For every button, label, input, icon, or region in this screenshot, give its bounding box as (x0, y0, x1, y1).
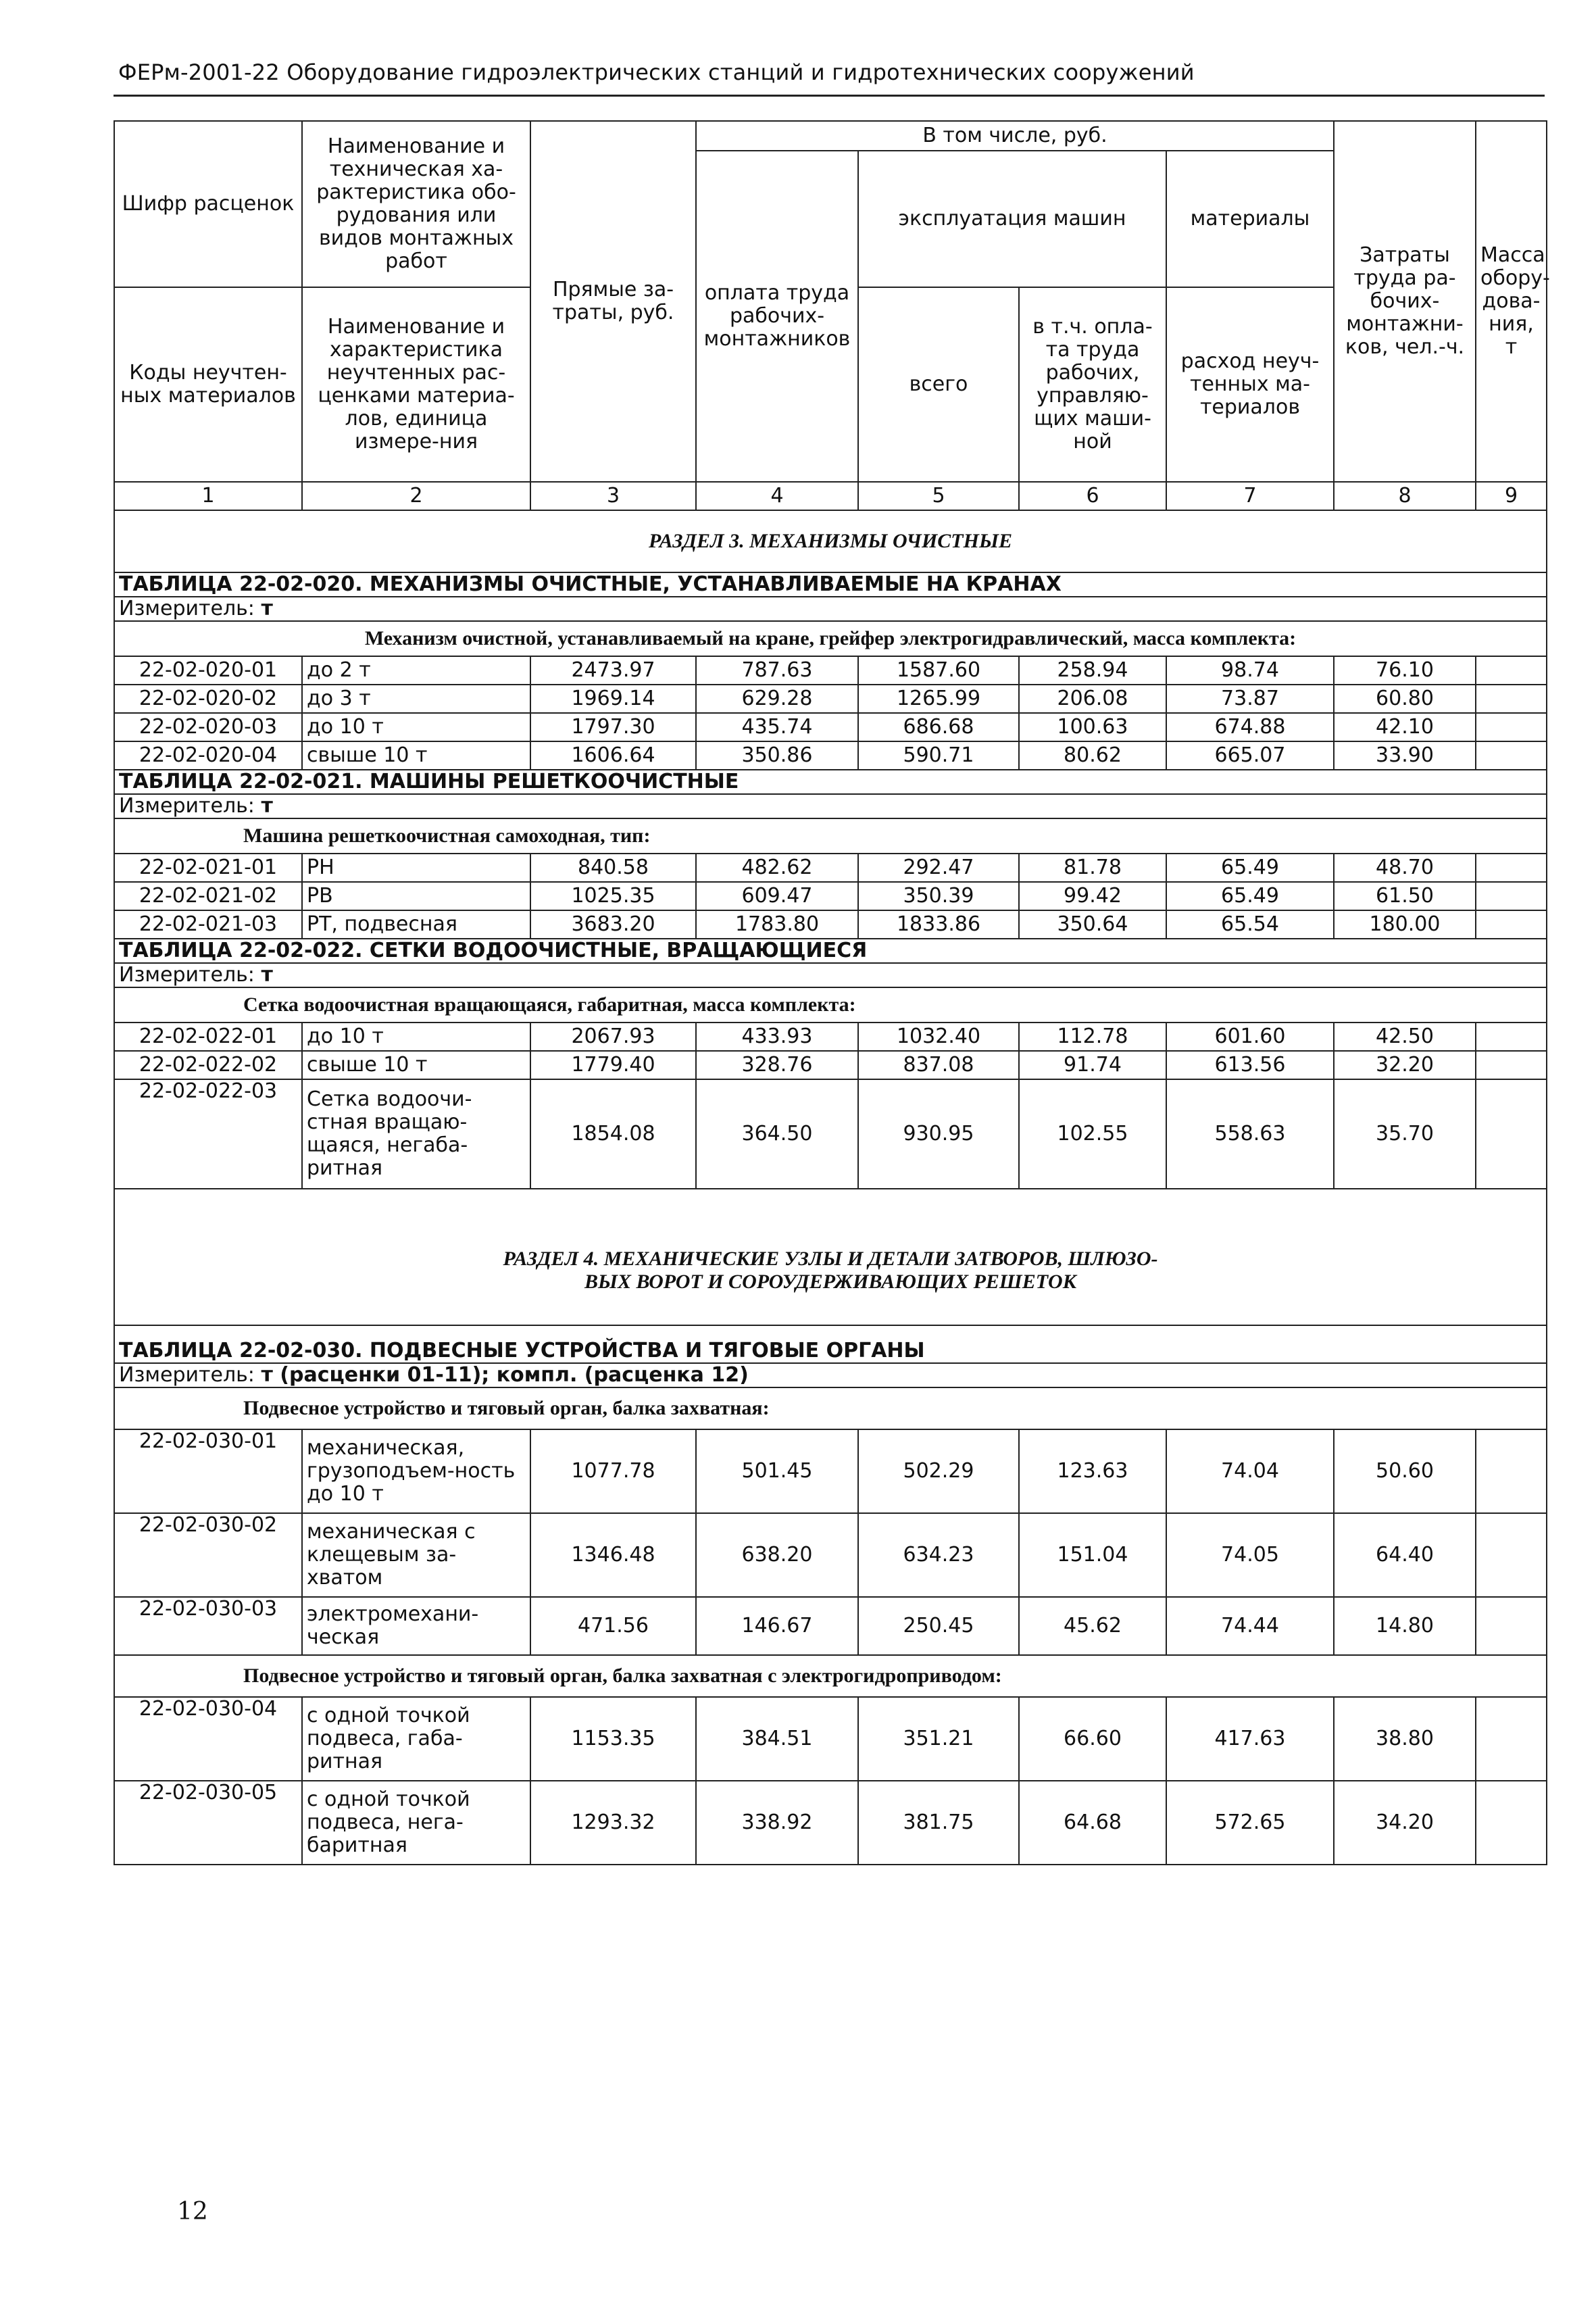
header-rule (114, 95, 1545, 97)
materials: 665.07 (1166, 741, 1334, 770)
machines-total: 250.45 (858, 1597, 1019, 1655)
rate-name: механическая, грузоподъем-ность до 10 т (302, 1429, 530, 1513)
table-021-unit (114, 794, 1547, 818)
direct-costs: 1025.35 (530, 882, 696, 910)
machines-wages: 123.63 (1019, 1429, 1166, 1513)
mass (1476, 1597, 1547, 1655)
table-row (114, 1023, 1547, 1051)
rate-code: 22-02-022-03 (114, 1079, 302, 1189)
rate-name: до 10 т (302, 713, 530, 741)
rate-name: до 10 т (302, 1023, 530, 1051)
column-number: 1 (114, 482, 302, 510)
direct-costs: 1293.32 (530, 1781, 696, 1865)
machines-wages: 91.74 (1019, 1051, 1166, 1079)
table-row (114, 910, 1547, 939)
wages: 482.62 (696, 854, 858, 882)
labor: 42.10 (1334, 713, 1476, 741)
unit-value: т (261, 963, 273, 987)
column-number: 7 (1166, 482, 1334, 510)
column-number: 5 (858, 482, 1019, 510)
table-row (114, 713, 1547, 741)
wages: 638.20 (696, 1513, 858, 1597)
mass (1476, 741, 1547, 770)
direct-costs: 2473.97 (530, 656, 696, 685)
table-021-group: Машина решеткоочистная самоходная, тип: (114, 818, 1547, 854)
column-number: 4 (696, 482, 858, 510)
machines-wages: 66.60 (1019, 1697, 1166, 1781)
machines-total: 590.71 (858, 741, 1019, 770)
table-row (114, 1429, 1547, 1513)
rate-name: с одной точкой подвеса, нега-баритная (302, 1781, 530, 1865)
machines-wages: 350.64 (1019, 910, 1166, 939)
rate-code: 22-02-021-03 (114, 910, 302, 939)
machines-total: 1833.86 (858, 910, 1019, 939)
header-direct-costs: Прямые за-траты, руб. (530, 121, 696, 482)
rate-name: РН (302, 854, 530, 882)
machines-wages: 45.62 (1019, 1597, 1166, 1655)
table-030-group-2: Подвесное устройство и тяговый орган, балка захватная с электрогидроприводом: (114, 1655, 1547, 1697)
labor: 50.60 (1334, 1429, 1476, 1513)
machines-wages: 64.68 (1019, 1781, 1166, 1865)
direct-costs: 1779.40 (530, 1051, 696, 1079)
labor: 48.70 (1334, 854, 1476, 882)
table-021-unit-row (114, 794, 1547, 818)
section-4-title (114, 1189, 1547, 1325)
machines-total: 350.39 (858, 882, 1019, 910)
labor: 14.80 (1334, 1597, 1476, 1655)
table-row (114, 1079, 1547, 1189)
section-4-title-line-1: РАЗДЕЛ 4. МЕХАНИЧЕСКИЕ УЗЛЫ И ДЕТАЛИ ЗАТВОРОВ, ШЛЮЗО- (503, 1248, 1158, 1270)
column-numbers (114, 482, 1547, 510)
labor: 42.50 (1334, 1023, 1476, 1051)
section-3-title-row (114, 510, 1547, 572)
machines-total: 686.68 (858, 713, 1019, 741)
machines-total: 1587.60 (858, 656, 1019, 685)
table-022-group-row (114, 987, 1547, 1023)
rate-code: 22-02-020-04 (114, 741, 302, 770)
machines-total: 502.29 (858, 1429, 1019, 1513)
rate-code: 22-02-020-02 (114, 685, 302, 713)
materials: 98.74 (1166, 656, 1334, 685)
rate-code: 22-02-022-01 (114, 1023, 302, 1051)
column-number: 3 (530, 482, 696, 510)
direct-costs: 840.58 (530, 854, 696, 882)
rate-name: свыше 10 т (302, 1051, 530, 1079)
table-row (114, 656, 1547, 685)
mass (1476, 713, 1547, 741)
table-030-title-row (114, 1325, 1547, 1363)
header-machines: эксплуатация машин (858, 151, 1166, 287)
table-row (114, 741, 1547, 770)
direct-costs: 1854.08 (530, 1079, 696, 1189)
direct-costs: 1606.64 (530, 741, 696, 770)
materials: 417.63 (1166, 1697, 1334, 1781)
column-number: 8 (1334, 482, 1476, 510)
materials: 601.60 (1166, 1023, 1334, 1051)
rate-code: 22-02-021-02 (114, 882, 302, 910)
materials: 613.56 (1166, 1051, 1334, 1079)
rate-code: 22-02-030-01 (114, 1429, 302, 1513)
materials: 558.63 (1166, 1079, 1334, 1189)
table-row (114, 1513, 1547, 1597)
rate-code: 22-02-022-02 (114, 1051, 302, 1079)
wages: 364.50 (696, 1079, 858, 1189)
wages: 146.67 (696, 1597, 858, 1655)
labor: 34.20 (1334, 1781, 1476, 1865)
rate-code: 22-02-030-05 (114, 1781, 302, 1865)
labor: 180.00 (1334, 910, 1476, 939)
machines-wages: 206.08 (1019, 685, 1166, 713)
wages: 384.51 (696, 1697, 858, 1781)
machines-wages: 81.78 (1019, 854, 1166, 882)
mass (1476, 1781, 1547, 1865)
machines-total: 930.95 (858, 1079, 1019, 1189)
machines-total: 1032.40 (858, 1023, 1019, 1051)
table-row (114, 1697, 1547, 1781)
wages: 1783.80 (696, 910, 858, 939)
table-020-title-row (114, 572, 1547, 597)
materials: 572.65 (1166, 1781, 1334, 1865)
rate-code: 22-02-020-01 (114, 656, 302, 685)
rate-name: механическая с клещевым за-хватом (302, 1513, 530, 1597)
machines-total: 634.23 (858, 1513, 1019, 1597)
materials: 74.44 (1166, 1597, 1334, 1655)
mass (1476, 854, 1547, 882)
direct-costs: 1797.30 (530, 713, 696, 741)
table-022-title: ТАБЛИЦА 22-02-022. СЕТКИ ВОДООЧИСТНЫЕ, ВРАЩАЮЩИЕСЯ (114, 939, 1547, 963)
rate-code: 22-02-021-01 (114, 854, 302, 882)
labor: 60.80 (1334, 685, 1476, 713)
wages: 787.63 (696, 656, 858, 685)
mass (1476, 1697, 1547, 1781)
materials: 65.54 (1166, 910, 1334, 939)
rate-name: до 2 т (302, 656, 530, 685)
materials: 74.05 (1166, 1513, 1334, 1597)
rate-name: с одной точкой подвеса, габа-ритная (302, 1697, 530, 1781)
table-030-title: ТАБЛИЦА 22-02-030. ПОДВЕСНЫЕ УСТРОЙСТВА И ТЯГОВЫЕ ОРГАНЫ (114, 1325, 1547, 1363)
machines-total: 837.08 (858, 1051, 1019, 1079)
mass (1476, 1079, 1547, 1189)
section-4-title-line-2: ВЫХ ВОРОТ И СОРОУДЕРЖИВАЮЩИХ РЕШЕТОК (584, 1271, 1077, 1293)
unit-label: Измеритель: (119, 963, 255, 987)
unit-label: Измеритель: (119, 1363, 255, 1387)
wages: 435.74 (696, 713, 858, 741)
rate-name: РТ, подвесная (302, 910, 530, 939)
mass (1476, 1023, 1547, 1051)
labor: 61.50 (1334, 882, 1476, 910)
wages: 433.93 (696, 1023, 858, 1051)
header-materials-use: расход неуч-тенных ма-териалов (1166, 287, 1334, 482)
mass (1476, 1429, 1547, 1513)
rate-name: Сетка водоочи-стная вращаю-щаяся, негаба-ритная (302, 1079, 530, 1189)
rate-code: 22-02-030-04 (114, 1697, 302, 1781)
machines-total: 351.21 (858, 1697, 1019, 1781)
direct-costs: 1969.14 (530, 685, 696, 713)
table-021-group-row (114, 818, 1547, 854)
header-code: Шифр расценок (114, 121, 302, 287)
rate-name: до 3 т (302, 685, 530, 713)
direct-costs: 471.56 (530, 1597, 696, 1655)
mass (1476, 685, 1547, 713)
rate-code: 22-02-030-02 (114, 1513, 302, 1597)
labor: 76.10 (1334, 656, 1476, 685)
column-number: 9 (1476, 482, 1547, 510)
rate-name: РВ (302, 882, 530, 910)
mass (1476, 1051, 1547, 1079)
table-020-group: Механизм очистной, устанавливаемый на кране, грейфер электрогидравлический, масса комплекта: (114, 621, 1547, 656)
header-wages: оплата труда рабочих-монтажников (696, 151, 858, 482)
table-022-unit (114, 963, 1547, 987)
machines-total: 381.75 (858, 1781, 1019, 1865)
header-labor: Затраты труда ра-бочих-монтажни-ков, чел.-ч. (1334, 121, 1476, 482)
unit-label: Измеритель: (119, 794, 255, 818)
wages: 501.45 (696, 1429, 858, 1513)
table-030-unit (114, 1363, 1547, 1387)
table-030-group-2-row (114, 1655, 1547, 1697)
labor: 64.40 (1334, 1513, 1476, 1597)
mass (1476, 656, 1547, 685)
rate-name: свыше 10 т (302, 741, 530, 770)
direct-costs: 1077.78 (530, 1429, 696, 1513)
rate-name: электромехани-ческая (302, 1597, 530, 1655)
table-021-title-row (114, 770, 1547, 794)
direct-costs: 2067.93 (530, 1023, 696, 1051)
header-mass: Масса обору-дова-ния, т (1476, 121, 1547, 482)
header-machines-wages: в т.ч. опла-та труда рабочих, управляю-щих маши-ной (1019, 287, 1166, 482)
wages: 328.76 (696, 1051, 858, 1079)
table-030-unit-row (114, 1363, 1547, 1387)
header-materials: материалы (1166, 151, 1334, 287)
wages: 629.28 (696, 685, 858, 713)
direct-costs: 1346.48 (530, 1513, 696, 1597)
materials: 74.04 (1166, 1429, 1334, 1513)
labor: 33.90 (1334, 741, 1476, 770)
page-number: 12 (177, 2198, 208, 2225)
table-030-group-1-row (114, 1387, 1547, 1429)
direct-costs: 1153.35 (530, 1697, 696, 1781)
unit-label: Измеритель: (119, 597, 255, 620)
labor: 32.20 (1334, 1051, 1476, 1079)
materials: 65.49 (1166, 854, 1334, 882)
table-022-unit-row (114, 963, 1547, 987)
machines-wages: 112.78 (1019, 1023, 1166, 1051)
table-020-unit-row (114, 597, 1547, 621)
rate-code: 22-02-030-03 (114, 1597, 302, 1655)
unit-value: т (расценки 01-11); компл. (расценка 12) (261, 1363, 749, 1387)
machines-total: 1265.99 (858, 685, 1019, 713)
table-022-group: Сетка водоочистная вращающаяся, габаритная, масса комплекта: (114, 987, 1547, 1023)
section-3-title: РАЗДЕЛ 3. МЕХАНИЗМЫ ОЧИСТНЫЕ (114, 510, 1547, 572)
header-including: В том числе, руб. (696, 121, 1334, 151)
table-020-group-row (114, 621, 1547, 656)
materials: 674.88 (1166, 713, 1334, 741)
section-4-title-row (114, 1189, 1547, 1325)
wages: 338.92 (696, 1781, 858, 1865)
labor: 35.70 (1334, 1079, 1476, 1189)
machines-wages: 80.62 (1019, 741, 1166, 770)
machines-total: 292.47 (858, 854, 1019, 882)
table-row (114, 685, 1547, 713)
materials: 73.87 (1166, 685, 1334, 713)
labor: 38.80 (1334, 1697, 1476, 1781)
running-head: ФЕРм-2001-22 Оборудование гидроэлектрических станций и гидротехнических сооружений (118, 59, 1195, 85)
table-row (114, 1597, 1547, 1655)
rates-table (114, 120, 1550, 1865)
unit-value: т (261, 597, 273, 620)
wages: 609.47 (696, 882, 858, 910)
table-022-title-row (114, 939, 1547, 963)
table-020-title: ТАБЛИЦА 22-02-020. МЕХАНИЗМЫ ОЧИСТНЫЕ, УСТАНАВЛИВАЕМЫЕ НА КРАНАХ (114, 572, 1547, 597)
machines-wages: 100.63 (1019, 713, 1166, 741)
direct-costs: 3683.20 (530, 910, 696, 939)
header-materials-code: Коды неучтен-ных материалов (114, 287, 302, 482)
wages: 350.86 (696, 741, 858, 770)
header-machines-total: всего (858, 287, 1019, 482)
unit-value: т (261, 794, 273, 818)
machines-wages: 99.42 (1019, 882, 1166, 910)
column-number: 6 (1019, 482, 1166, 510)
machines-wages: 151.04 (1019, 1513, 1166, 1597)
column-number: 2 (302, 482, 530, 510)
mass (1476, 1513, 1547, 1597)
table-020-unit (114, 597, 1547, 621)
header-name: Наименование и техническая ха-рактеристика обо-рудования или видов монтажных работ (302, 121, 530, 287)
machines-wages: 102.55 (1019, 1079, 1166, 1189)
table-row (114, 1051, 1547, 1079)
table-row (114, 882, 1547, 910)
table-row (114, 1781, 1547, 1865)
table-row (114, 854, 1547, 882)
table-030-group-1: Подвесное устройство и тяговый орган, балка захватная: (114, 1387, 1547, 1429)
machines-wages: 258.94 (1019, 656, 1166, 685)
header-materials-name: Наименование и характеристика неучтенных рас-ценками материа-лов, единица измере-ния (302, 287, 530, 482)
mass (1476, 910, 1547, 939)
table-021-title: ТАБЛИЦА 22-02-021. МАШИНЫ РЕШЕТКООЧИСТНЫЕ (114, 770, 1547, 794)
rate-code: 22-02-020-03 (114, 713, 302, 741)
materials: 65.49 (1166, 882, 1334, 910)
mass (1476, 882, 1547, 910)
header-row-1 (114, 121, 1547, 151)
